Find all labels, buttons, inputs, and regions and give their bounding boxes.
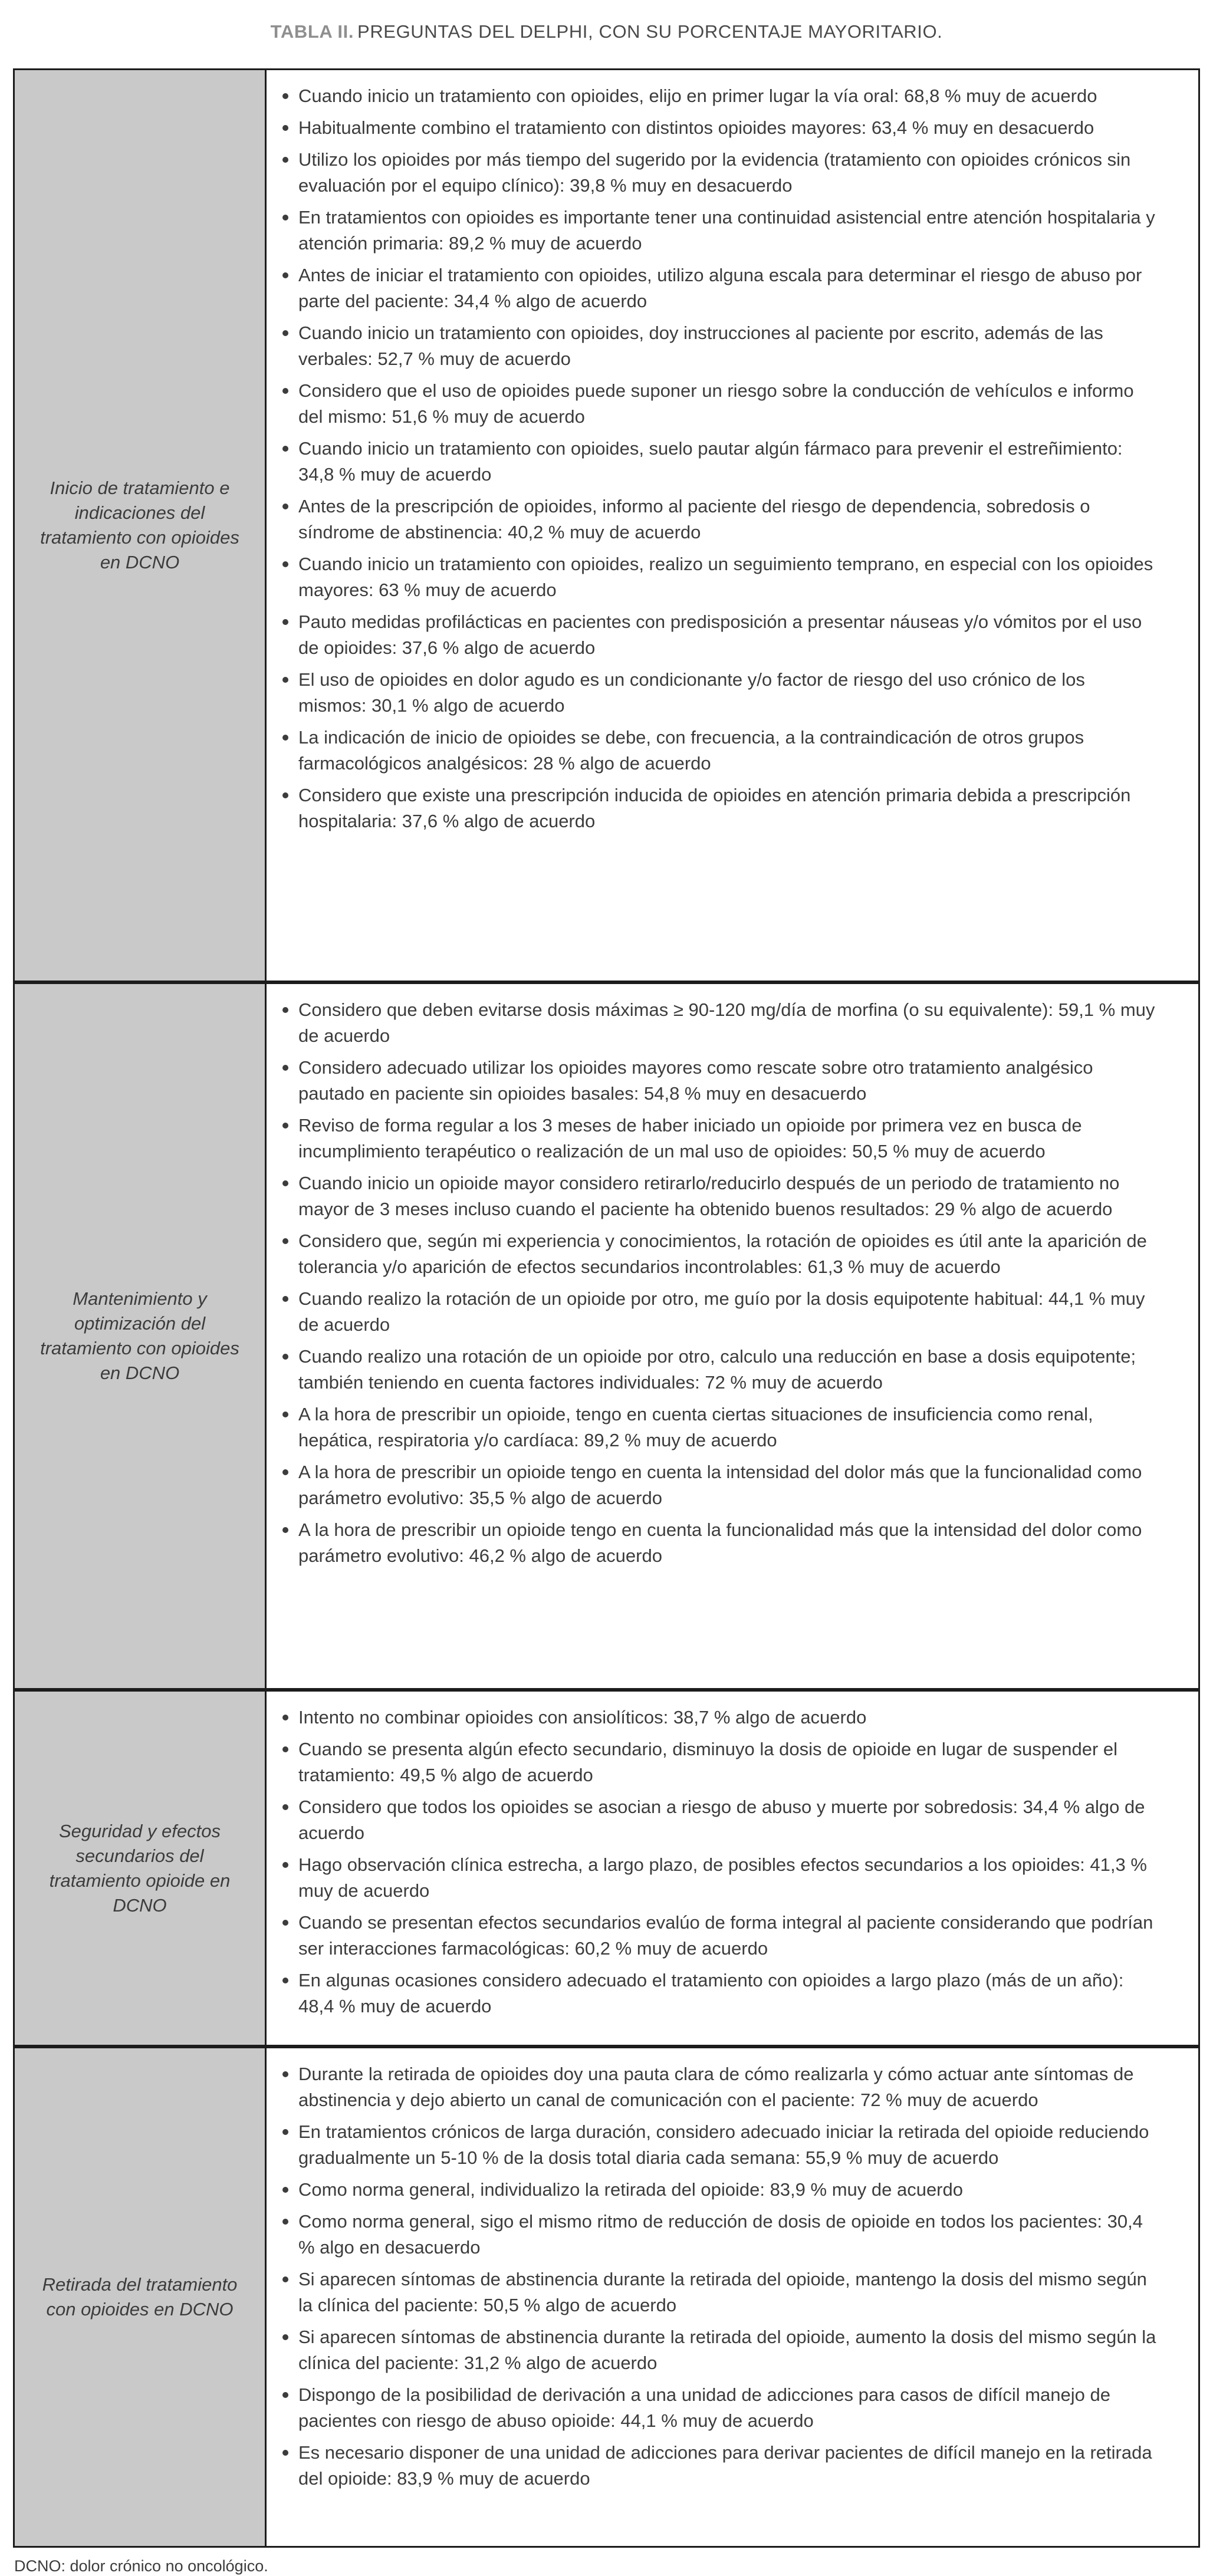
section-questions-cell xyxy=(266,982,1199,1690)
question-item: Cuando realizo una rotación de un opioide por otro, calculo una reducción en base a dosis equipotente; también teniendo en cuenta factores individuales: 72 % muy de acuerdo xyxy=(277,1344,1157,1396)
question-item: Considero que existe una prescripción inducida de opioides en atención primaria debida a prescripción hospitalaria: 37,6 % algo de acuerdo xyxy=(277,782,1157,834)
question-item: La indicación de inicio de opioides se debe, con frecuencia, a la contraindicación de otros grupos farmacológicos analgésicos: 28 % algo de acuerdo xyxy=(277,725,1157,777)
question-item: Como norma general, sigo el mismo ritmo de reducción de dosis de opioide en todos los pacientes: 30,4 % algo en desacuerdo xyxy=(277,2209,1157,2261)
question-list xyxy=(277,997,1157,1569)
question-item: A la hora de prescribir un opioide tengo en cuenta la intensidad del dolor más que la funcionalidad como parámetro evolutivo: 35,5 % algo de acuerdo xyxy=(277,1459,1157,1511)
question-item: Dispongo de la posibilidad de derivación a una unidad de adicciones para casos de difícil manejo de pacientes con riesgo de abuso opioide: 44,1 % muy de acuerdo xyxy=(277,2382,1157,2434)
question-item: Durante la retirada de opioides doy una pauta clara de cómo realizarla y cómo actuar ante síntomas de abstinencia y dejo abierto un canal de comunicación con el paciente: 72 % muy de acuerdo xyxy=(277,2061,1157,2113)
question-item: Hago observación clínica estrecha, a largo plazo, de posibles efectos secundarios a los opioides: 41,3 % muy de acuerdo xyxy=(277,1852,1157,1904)
table-number-label: TABLA II. xyxy=(270,21,354,42)
section-row xyxy=(14,2047,1199,2547)
section-row xyxy=(14,982,1199,1690)
question-item: En tratamientos crónicos de larga duración, considero adecuado iniciar la retirada del opioide reduciendo gradualmente un 5-10 % de la dosis total diaria cada semana: 55,9 % muy de acuerdo xyxy=(277,2119,1157,2171)
question-item: Cuando inicio un tratamiento con opioides, realizo un seguimiento temprano, en especial con los opioides mayores: 63 % muy de acuerdo xyxy=(277,551,1157,603)
question-item: En tratamientos con opioides es importante tener una continuidad asistencial entre atención hospitalaria y atención primaria: 89,2 % muy de acuerdo xyxy=(277,205,1157,256)
section-row xyxy=(14,70,1199,983)
section-row xyxy=(14,1690,1199,2047)
question-item: Como norma general, individualizo la retirada del opioide: 83,9 % muy de acuerdo xyxy=(277,2177,1157,2203)
question-item: A la hora de prescribir un opioide, tengo en cuenta ciertas situaciones de insuficiencia como renal, hepática, respiratoria y/o cardíaca: 89,2 % muy de acuerdo xyxy=(277,1401,1157,1453)
question-item: Cuando inicio un tratamiento con opioides, doy instrucciones al paciente por escrito, además de las verbales: 52,7 % muy de acuerdo xyxy=(277,320,1157,372)
section-questions-cell xyxy=(266,1690,1199,2047)
question-item: Cuando se presentan efectos secundarios evalúo de forma integral al paciente considerando que podrían ser interacciones farmacológicas: 60,2 % muy de acuerdo xyxy=(277,1910,1157,1962)
question-item: Considero que el uso de opioides puede suponer un riesgo sobre la conducción de vehículos e informo del mismo: 51,6 % muy de acuerdo xyxy=(277,378,1157,430)
question-item: Utilizo los opioides por más tiempo del sugerido por la evidencia (tratamiento con opioides crónicos sin evaluación por el equipo clínico): 39,8 % muy en desacuerdo xyxy=(277,147,1157,199)
question-item: El uso de opioides en dolor agudo es un condicionante y/o factor de riesgo del uso crónico de los mismos: 30,1 % algo de acuerdo xyxy=(277,667,1157,719)
question-item: Intento no combinar opioides con ansiolíticos: 38,7 % algo de acuerdo xyxy=(277,1705,1157,1731)
question-list xyxy=(277,1705,1157,2019)
section-category-cell: Mantenimiento y optimización del tratamiento con opioides en DCNO xyxy=(14,982,266,1690)
question-item: Cuando inicio un tratamiento con opioides, suelo pautar algún fármaco para prevenir el estreñimiento: 34,8 % muy de acuerdo xyxy=(277,436,1157,488)
question-item: A la hora de prescribir un opioide tengo en cuenta la funcionalidad más que la intensidad del dolor como parámetro evolutivo: 46,2 % algo de acuerdo xyxy=(277,1517,1157,1569)
question-item: Si aparecen síntomas de abstinencia durante la retirada del opioide, mantengo la dosis del mismo según la clínica del paciente: 50,5 % algo de acuerdo xyxy=(277,2266,1157,2318)
question-item: Habitualmente combino el tratamiento con distintos opioides mayores: 63,4 % muy en desacuerdo xyxy=(277,115,1157,141)
question-item: Cuando se presenta algún efecto secundario, disminuyo la dosis de opioide en lugar de suspender el tratamiento: 49,5 % algo de acuerdo xyxy=(277,1736,1157,1788)
question-item: Es necesario disponer de una unidad de adicciones para derivar pacientes de difícil manejo en la retirada del opioide: 83,9 % muy de acuerdo xyxy=(277,2440,1157,2492)
question-item: En algunas ocasiones considero adecuado el tratamiento con opioides a largo plazo (más de un año): 48,4 % muy de acuerdo xyxy=(277,1968,1157,2019)
section-questions-cell xyxy=(266,70,1199,983)
table-caption: PREGUNTAS DEL DELPHI, CON SU PORCENTAJE MAYORITARIO. xyxy=(357,21,943,42)
section-category-cell: Seguridad y efectos secundarios del tratamiento opioide en DCNO xyxy=(14,1690,266,2047)
question-item: Antes de iniciar el tratamiento con opioides, utilizo alguna escala para determinar el riesgo de abuso por parte del paciente: 34,4 % algo de acuerdo xyxy=(277,262,1157,314)
question-item: Antes de la prescripción de opioides, informo al paciente del riesgo de dependencia, sobredosis o síndrome de abstinencia: 40,2 % muy de acuerdo xyxy=(277,494,1157,545)
question-item: Reviso de forma regular a los 3 meses de haber iniciado un opioide por primera vez en busca de incumplimiento terapéutico o realización de un mal uso de opioides: 50,5 % muy de acuerdo xyxy=(277,1113,1157,1164)
question-item: Considero que deben evitarse dosis máximas ≥ 90-120 mg/día de morfina (o su equivalente): 59,1 % muy de acuerdo xyxy=(277,997,1157,1049)
question-item: Si aparecen síntomas de abstinencia durante la retirada del opioide, aumento la dosis del mismo según la clínica del paciente: 31,2 % algo de acuerdo xyxy=(277,2324,1157,2376)
question-item: Pauto medidas profilácticas en pacientes con predisposición a presentar náuseas y/o vómitos por el uso de opioides: 37,6 % algo de acuerdo xyxy=(277,609,1157,661)
section-category-cell: Retirada del tratamiento con opioides en DCNO xyxy=(14,2047,266,2547)
question-list xyxy=(277,2061,1157,2492)
question-item: Considero que, según mi experiencia y conocimientos, la rotación de opioides es útil ante la aparición de tolerancia y/o aparición de efectos secundarios incontrolables: 61,3 % muy de acuerdo xyxy=(277,1228,1157,1280)
question-list xyxy=(277,83,1157,834)
question-item: Considero que todos los opioides se asocian a riesgo de abuso y muerte por sobredosis: 34,4 % algo de acuerdo xyxy=(277,1794,1157,1846)
delphi-questions-table xyxy=(13,68,1200,2548)
question-item: Considero adecuado utilizar los opioides mayores como rescate sobre otro tratamiento analgésico pautado en paciente sin opioides basales: 54,8 % muy en desacuerdo xyxy=(277,1055,1157,1107)
abbreviation-footnote: DCNO: dolor crónico no oncológico. xyxy=(14,2557,268,2575)
question-item: Cuando realizo la rotación de un opioide por otro, me guío por la dosis equipotente habitual: 44,1 % muy de acuerdo xyxy=(277,1286,1157,1338)
question-item: Cuando inicio un tratamiento con opioides, elijo en primer lugar la vía oral: 68,8 % muy de acuerdo xyxy=(277,83,1157,109)
delphi-table-body xyxy=(14,70,1199,2547)
question-item: Cuando inicio un opioide mayor considero retirarlo/reducirlo después de un periodo de tratamiento no mayor de 3 meses incluso cuando el paciente ha obtenido buenos resultados: 29 % algo de acuerdo xyxy=(277,1170,1157,1222)
section-category-cell: Inicio de tratamiento e indicaciones del tratamiento con opioides en DCNO xyxy=(14,70,266,983)
table-title xyxy=(13,21,1200,42)
section-questions-cell xyxy=(266,2047,1199,2547)
